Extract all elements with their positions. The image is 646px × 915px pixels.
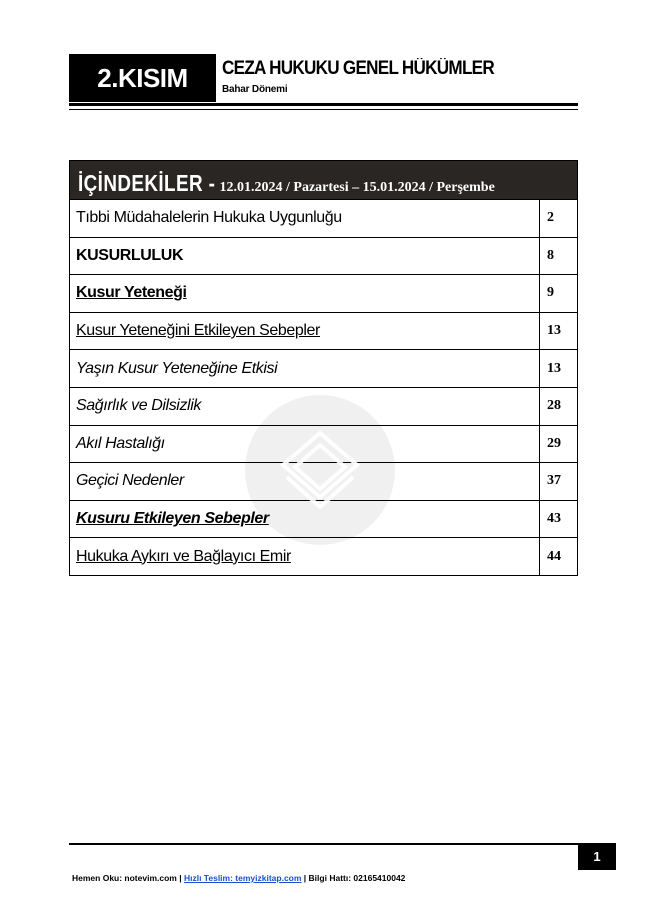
header-rule-thick <box>69 103 578 106</box>
footer-phone: Bilgi Hattı: 02165410042 <box>308 873 406 883</box>
table-of-contents <box>69 160 578 576</box>
toc-heading: İÇİNDEKİLER - <box>78 170 216 196</box>
toc-row[interactable] <box>70 237 577 275</box>
page-subtitle: Bahar Dönemi <box>222 84 288 95</box>
toc-row-page: 43 <box>539 501 577 538</box>
toc-row[interactable] <box>70 500 577 538</box>
toc-row-page: 29 <box>539 426 577 463</box>
toc-row-label[interactable]: Geçici Nedenler <box>76 472 184 490</box>
toc-row[interactable] <box>70 312 577 350</box>
toc-row[interactable] <box>70 349 577 387</box>
toc-row-page: 8 <box>539 238 577 275</box>
toc-row-label[interactable]: Akıl Hastalığı <box>76 434 165 452</box>
toc-row-page: 2 <box>539 200 577 237</box>
section-label: 2.KISIM <box>97 62 188 93</box>
toc-row-label[interactable]: Yaşın Kusur Yeteneğine Etkisi <box>76 359 278 377</box>
toc-row[interactable] <box>70 274 577 312</box>
toc-row-page: 44 <box>539 538 577 575</box>
toc-row[interactable] <box>70 425 577 463</box>
page-title: CEZA HUKUKU GENEL HÜKÜMLER <box>222 58 494 79</box>
toc-row[interactable] <box>70 199 577 237</box>
footer-site: Hemen Oku: notevim.com <box>72 873 177 883</box>
footer-rule <box>69 843 578 845</box>
toc-row-label[interactable]: Kusur Yeteneği <box>76 284 187 302</box>
toc-row-page: 37 <box>539 463 577 500</box>
footer-info <box>72 873 405 883</box>
toc-row-page: 28 <box>539 388 577 425</box>
toc-header <box>70 161 577 199</box>
toc-row[interactable] <box>70 537 577 575</box>
page-number: 1 <box>578 843 616 870</box>
footer-delivery-link[interactable]: Hızlı Teslim: temyizkitap.com <box>183 873 302 883</box>
toc-row-label[interactable]: Kusuru Etkileyen Sebepler <box>76 510 269 528</box>
toc-row-label[interactable]: KUSURLULUK <box>76 246 184 264</box>
toc-row-page: 13 <box>539 350 577 387</box>
toc-row-label[interactable]: Hukuka Aykırı ve Bağlayıcı Emir <box>76 547 291 565</box>
footer-separator: | <box>301 873 309 883</box>
section-badge <box>69 54 216 102</box>
toc-row-page: 9 <box>539 275 577 312</box>
toc-row-label[interactable]: Sağırlık ve Dilsizlik <box>76 397 201 415</box>
header-rule-thin <box>69 109 578 110</box>
toc-row-label[interactable]: Tıbbi Müdahalelerin Hukuka Uygunluğu <box>76 209 342 227</box>
toc-row-page: 13 <box>539 313 577 350</box>
footer-separator: | <box>176 873 184 883</box>
toc-dates: 12.01.2024 / Pazartesi – 15.01.2024 / Perşembe <box>219 180 495 195</box>
toc-row[interactable] <box>70 387 577 425</box>
toc-row-label[interactable]: Kusur Yeteneğini Etkileyen Sebepler <box>76 322 320 340</box>
toc-row[interactable] <box>70 462 577 500</box>
